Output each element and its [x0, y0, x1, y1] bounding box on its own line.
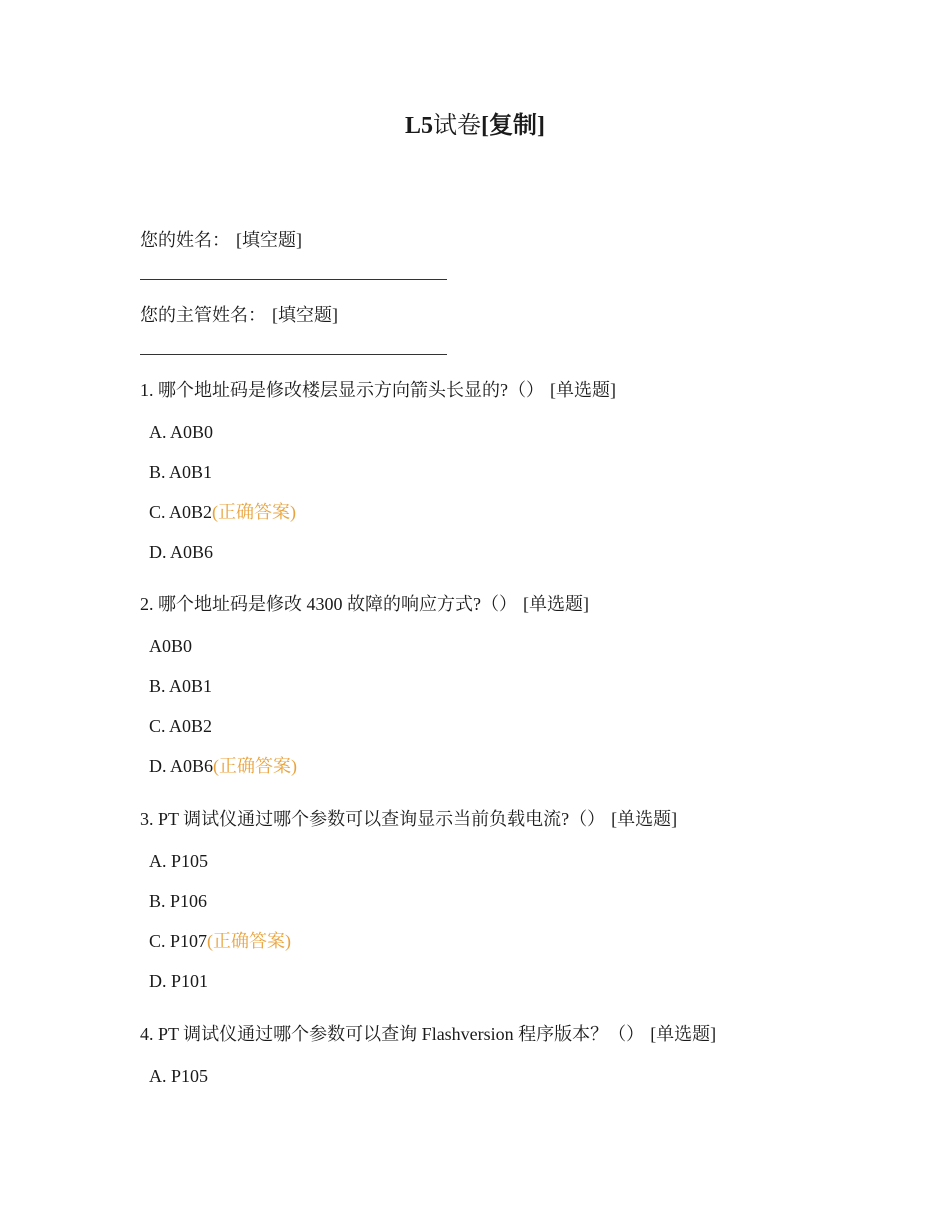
q1-option-c[interactable] — [149, 500, 296, 524]
q1-option-b[interactable] — [149, 460, 212, 484]
field-label-text: 您的主管姓名： — [140, 305, 266, 325]
q3-option-b[interactable] — [149, 889, 207, 913]
question-text: 4. PT 调试仪通过哪个参数可以查询 Flashversion 程序版本？（） — [140, 1024, 645, 1044]
question-4 — [140, 1022, 716, 1046]
option-label: A. A0B0 — [149, 422, 214, 442]
option-label: C. A0B2 — [149, 716, 213, 736]
question-1 — [140, 378, 616, 402]
title-bold-suffix: [复制] — [481, 113, 545, 139]
option-label: B. A0B1 — [149, 676, 213, 696]
question-text: 2. 哪个地址码是修改 4300 故障的响应方式?（） — [140, 594, 517, 614]
question-type-tag: [填空题] — [272, 305, 338, 325]
option-label: D. A0B6 — [149, 756, 214, 776]
question-type-tag: [单选题] — [550, 380, 616, 400]
q3-option-c[interactable] — [149, 929, 291, 953]
option-label: D. P101 — [149, 971, 209, 991]
option-label: A0B0 — [149, 636, 193, 656]
field-supervisor-label — [140, 303, 338, 327]
question-type-tag: [单选题] — [611, 809, 678, 829]
question-3 — [140, 807, 677, 831]
question-text: 1. 哪个地址码是修改楼层显示方向箭头长显的?（） — [140, 380, 544, 400]
title-main: 试卷 — [433, 113, 482, 139]
q3-option-a[interactable] — [149, 849, 208, 873]
q1-option-a[interactable] — [149, 420, 213, 444]
question-2 — [140, 592, 589, 616]
title-bold-prefix: L5 — [405, 113, 434, 139]
q1-option-d[interactable] — [149, 540, 213, 564]
page-title — [0, 110, 950, 142]
option-label: C. A0B2 — [149, 502, 213, 522]
q4-option-a[interactable] — [149, 1064, 208, 1088]
correct-answer-marker: (正确答案) — [212, 502, 297, 522]
option-label: A. P105 — [149, 851, 209, 871]
question-type-tag: [填空题] — [236, 230, 302, 250]
q2-option-a[interactable] — [149, 634, 192, 658]
option-label: D. A0B6 — [149, 542, 214, 562]
option-label: B. P106 — [149, 891, 208, 911]
question-type-tag: [单选题] — [523, 594, 589, 614]
option-label: A. P105 — [149, 1066, 209, 1086]
question-text: 3. PT 调试仪通过哪个参数可以查询显示当前负载电流?（） — [140, 809, 606, 829]
q2-option-d[interactable] — [149, 754, 297, 778]
q3-option-d[interactable] — [149, 969, 208, 993]
option-label: C. P107 — [149, 931, 208, 951]
field-name-label — [140, 228, 302, 252]
correct-answer-marker: (正确答案) — [213, 756, 298, 776]
q2-option-b[interactable] — [149, 674, 212, 698]
correct-answer-marker: (正确答案) — [207, 931, 292, 951]
question-type-tag: [单选题] — [650, 1024, 717, 1044]
option-label: B. A0B1 — [149, 462, 213, 482]
field-supervisor-blank[interactable] — [140, 354, 447, 355]
field-name-blank[interactable] — [140, 279, 447, 280]
q2-option-c[interactable] — [149, 714, 212, 738]
field-label-text: 您的姓名： — [140, 230, 230, 250]
